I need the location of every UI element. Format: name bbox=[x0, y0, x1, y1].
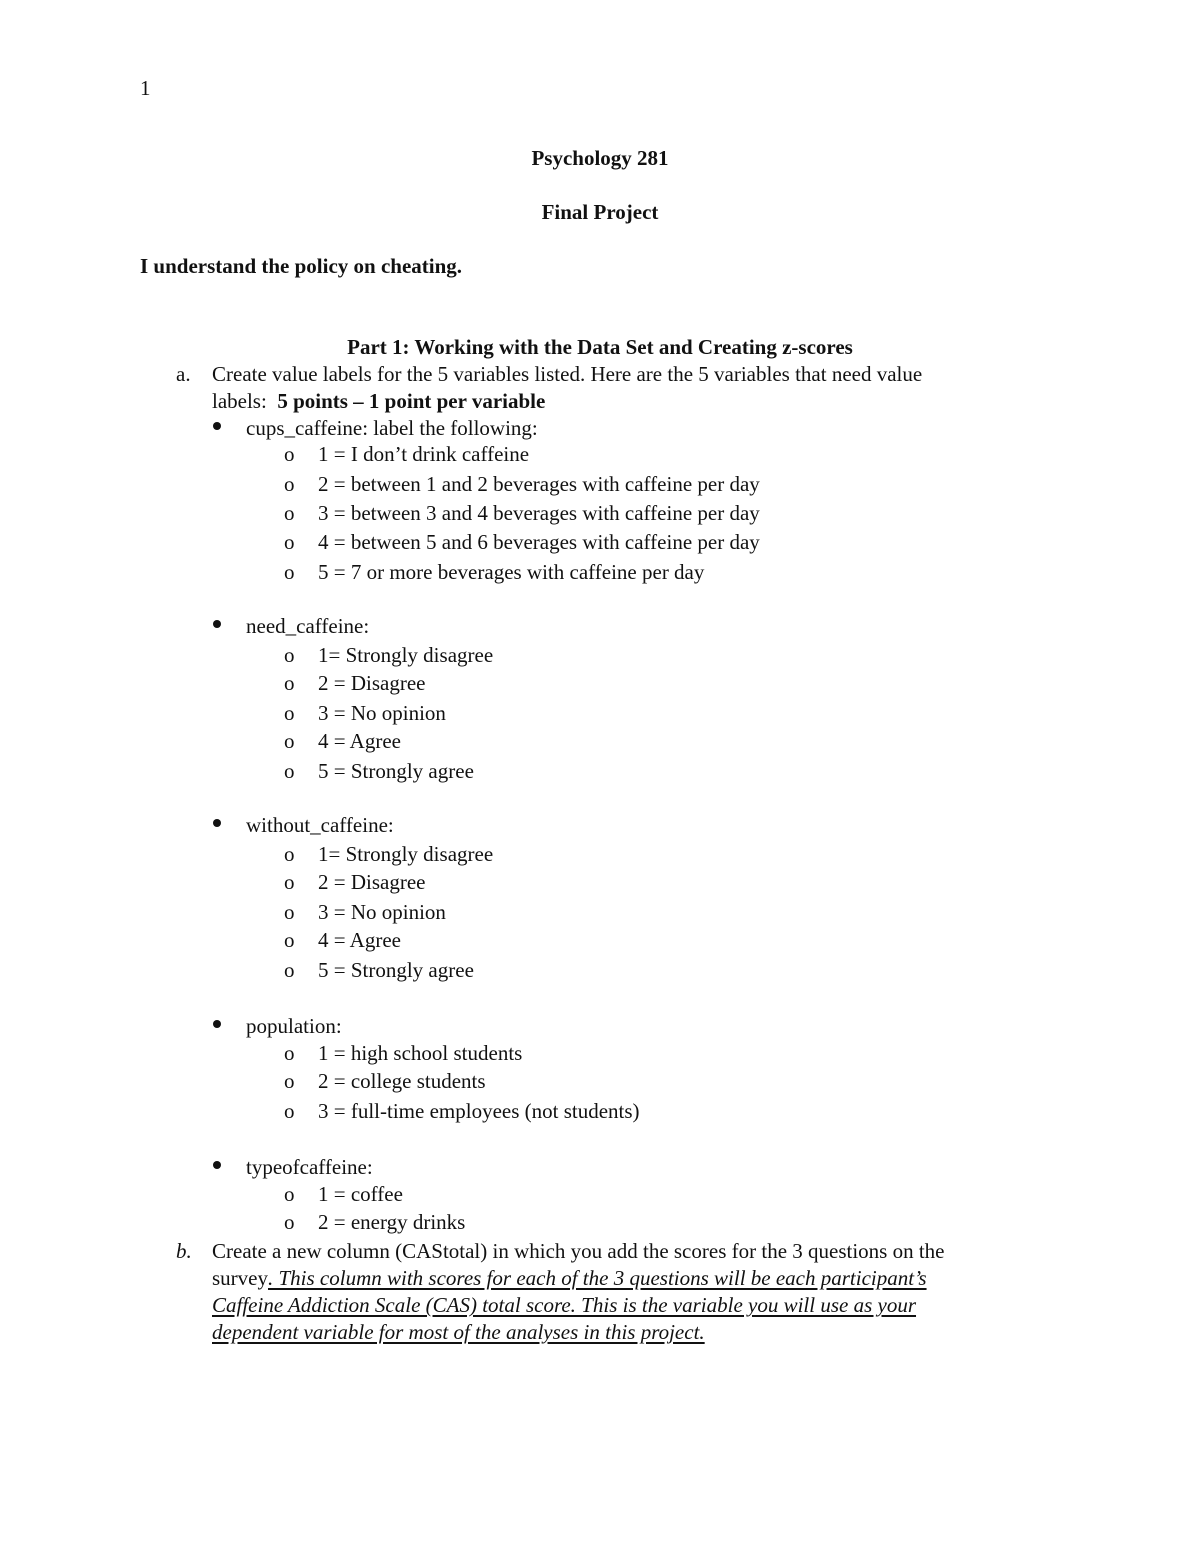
circle-bullet-icon: o bbox=[284, 701, 295, 725]
value-label: 1 = high school students bbox=[318, 1041, 523, 1065]
item-b-line2-plain: survey bbox=[212, 1266, 268, 1290]
item-b-line3: Caffeine Addiction Scale (CAS) total score. This is the variable you will use as your bbox=[212, 1293, 917, 1317]
circle-bullet-icon: o bbox=[284, 1099, 295, 1123]
circle-bullet-icon: o bbox=[284, 900, 295, 924]
variable-name: typeofcaffeine: bbox=[246, 1155, 373, 1179]
value-label: 5 = Strongly agree bbox=[318, 958, 474, 982]
circle-bullet-icon: o bbox=[284, 671, 295, 695]
circle-bullet-icon: o bbox=[284, 958, 295, 982]
value-label: 5 = Strongly agree bbox=[318, 759, 474, 783]
circle-bullet-icon: o bbox=[284, 530, 295, 554]
circle-bullet-icon: o bbox=[284, 1041, 295, 1065]
variable-name: without_caffeine: bbox=[246, 813, 394, 837]
item-b-line2-emphasis: . This column with scores for each of the 3 questions will be each participant’s bbox=[268, 1266, 927, 1290]
variable-name: population: bbox=[246, 1014, 342, 1038]
value-label: 4 = Agree bbox=[318, 928, 401, 952]
value-label: 3 = full-time employees (not students) bbox=[318, 1099, 640, 1123]
value-label: 2 = Disagree bbox=[318, 671, 426, 695]
policy-statement: I understand the policy on cheating. bbox=[140, 254, 463, 278]
circle-bullet-icon: o bbox=[284, 1210, 295, 1234]
document-subtitle: Final Project bbox=[541, 200, 659, 224]
bullet-icon bbox=[213, 620, 221, 628]
circle-bullet-icon: o bbox=[284, 501, 295, 525]
value-label: 1= Strongly disagree bbox=[318, 842, 494, 866]
bullet-icon bbox=[213, 1020, 221, 1028]
value-label: 2 = energy drinks bbox=[318, 1210, 466, 1234]
value-label: 1 = coffee bbox=[318, 1182, 403, 1206]
circle-bullet-icon: o bbox=[284, 1069, 295, 1093]
item-a-marker: a. bbox=[176, 362, 191, 386]
item-b-line2 bbox=[212, 1268, 927, 1289]
bullet-icon bbox=[213, 1161, 221, 1169]
value-label: 5 = 7 or more beverages with caffeine per day bbox=[318, 560, 705, 584]
circle-bullet-icon: o bbox=[284, 842, 295, 866]
circle-bullet-icon: o bbox=[284, 729, 295, 753]
value-label: 2 = Disagree bbox=[318, 870, 426, 894]
value-label: 2 = between 1 and 2 beverages with caffeine per day bbox=[318, 472, 760, 496]
circle-bullet-icon: o bbox=[284, 1182, 295, 1206]
value-label: 3 = No opinion bbox=[318, 900, 446, 924]
item-a-points: 5 points – 1 point per variable bbox=[277, 389, 546, 413]
page-number: 1 bbox=[140, 76, 151, 100]
item-a-line2-prefix: labels: bbox=[212, 389, 278, 413]
item-b-line4: dependent variable for most of the analyses in this project. bbox=[212, 1320, 705, 1344]
document-title: Psychology 281 bbox=[531, 146, 669, 170]
bullet-icon bbox=[213, 422, 221, 430]
part1-heading: Part 1: Working with the Data Set and Creating z-scores bbox=[347, 335, 853, 359]
bullet-icon bbox=[213, 819, 221, 827]
item-b-line1: Create a new column (CAStotal) in which you add the scores for the 3 questions on the bbox=[212, 1239, 945, 1263]
circle-bullet-icon: o bbox=[284, 442, 295, 466]
circle-bullet-icon: o bbox=[284, 643, 295, 667]
value-label: 4 = Agree bbox=[318, 729, 401, 753]
variable-name: cups_caffeine: label the following: bbox=[246, 416, 538, 440]
item-a-line1: Create value labels for the 5 variables listed. Here are the 5 variables that need value bbox=[212, 362, 923, 386]
value-label: 2 = college students bbox=[318, 1069, 486, 1093]
value-label: 4 = between 5 and 6 beverages with caffeine per day bbox=[318, 530, 760, 554]
value-label: 1 = I don’t drink caffeine bbox=[318, 442, 530, 466]
circle-bullet-icon: o bbox=[284, 472, 295, 496]
circle-bullet-icon: o bbox=[284, 928, 295, 952]
circle-bullet-icon: o bbox=[284, 759, 295, 783]
circle-bullet-icon: o bbox=[284, 560, 295, 584]
value-label: 1= Strongly disagree bbox=[318, 643, 494, 667]
value-label: 3 = No opinion bbox=[318, 701, 446, 725]
value-label: 3 = between 3 and 4 beverages with caffeine per day bbox=[318, 501, 760, 525]
circle-bullet-icon: o bbox=[284, 870, 295, 894]
item-b-marker: b. bbox=[176, 1239, 192, 1263]
variable-name: need_caffeine: bbox=[246, 614, 370, 638]
item-a-line2 bbox=[212, 391, 545, 412]
